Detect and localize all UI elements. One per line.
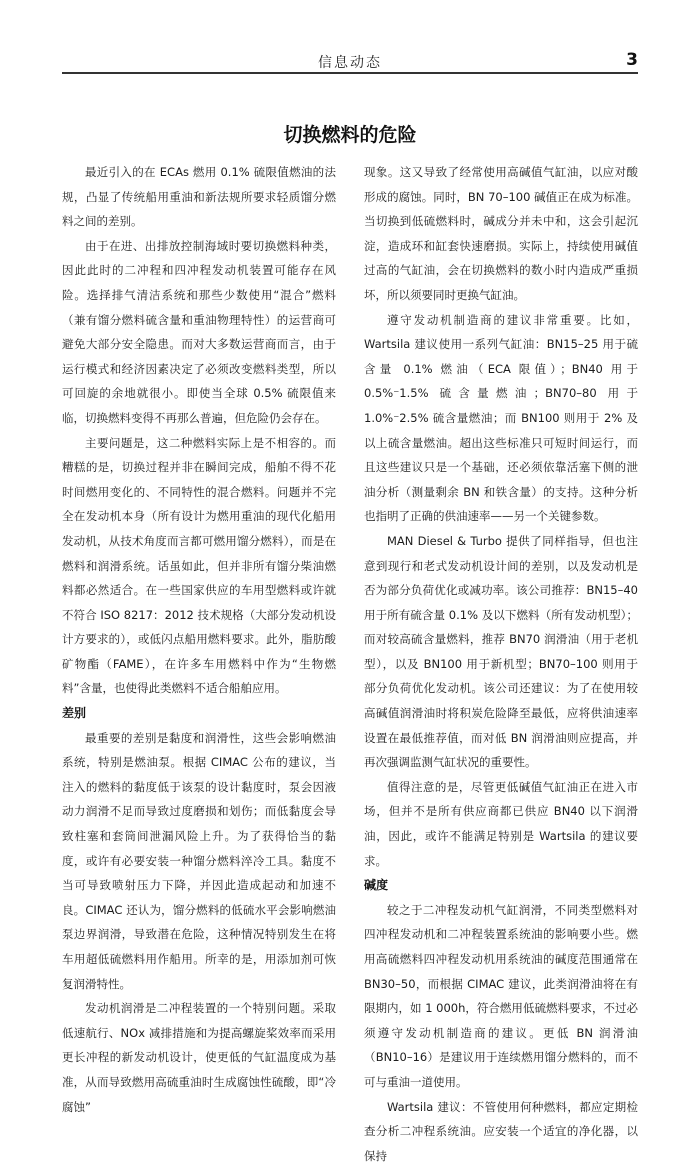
paragraph: 主要问题是，这二种燃料实际上是不相容的。而糟糕的是，切换过程并非在瞬间完成，船舶不得不花时间燃用变化的、不同特性的混合燃料。问题并不完全在发动机本身（所有设计为燃用重油的现代化船用发动机，从技术角度而言都可燃用馏分燃料），而是在燃料和润滑系统。话虽如此，但并非所有馏分柴油燃料都必然适合。在一些国家供应的车用型燃料或许就不符合 ISO 8217：2012 技术规格（大部分发动机设计方要求的），或低闪点船用燃料要求。此外，脂肪酸矿物酯（FAME），在许多车用燃料中作为“生物燃料”含量，也使得此类燃料不适合船舶应用。 (62, 435, 336, 696)
section-heading-alkalinity: 碱度 (364, 878, 389, 893)
section-heading-difference: 差别 (62, 706, 87, 721)
section-title: 信息动态 (318, 55, 382, 71)
paragraph: 发动机润滑是二冲程装置的一个特别问题。采取低速航行、NOx 减排措施和为提高螺旋桨效率而采用更长冲程的新发动机设计，使更低的气缸温度成为基准，从而导致燃用高硫重油时生成腐蚀性硫酸，即“冷腐蚀” (62, 1001, 336, 1114)
header-divider (62, 72, 638, 74)
paragraph: 较之于二冲程发动机气缸润滑，不同类型燃料对四冲程发动机和二冲程装置系统油的影响要小些。燃用高硫燃料四冲程发动机用系统油的碱度范围通常在 BN30–50，而根据 CIMAC 建议，此类润滑油将在有限期内，如 1 000h，符合燃用低硫燃料要求，不过必须遵守发动机制造商的建议。更低 BN 润滑油（BN10–16）是建议用于连续燃用馏分燃料的，而不可与重油一道使用。 (364, 902, 638, 1089)
right-column (364, 160, 638, 1168)
paragraph: 最近引入的在 ECAs 燃用 0.1% 硫限值燃油的法规，凸显了传统船用重油和新法规所要求轻质馏分燃料之间的差别。 (62, 165, 336, 229)
article-title: 切换燃料的危险 (283, 124, 417, 146)
page-header (62, 0, 638, 70)
paragraph: 由于在进、出排放控制海域时要切换燃料种类，因此此时的二冲程和四冲程发动机装置可能存在风险。选择排气清洁系统和那些少数使用“混合”燃料（兼有馏分燃料硫含量和重油物理特性）的运营商可避免大部分安全隐患。而对大多数运营商而言，由于运行模式和经济因素决定了必须改变燃料类型，所以可回旋的余地就很小。即使当全球 0.5% 硫限值来临，切换燃料变得不再那么普遍，但危险仍会存在。 (62, 238, 336, 425)
paragraph: 最重要的差别是黏度和润滑性，这些会影响燃油系统，特别是燃油泵。根据 CIMAC 公布的建议，当注入的燃料的黏度低于该泵的设计黏度时，泵会因液动力润滑不足而导致过度磨损和划伤；而低黏度会导致柱塞和套筒间泄漏风险上升。为了获得恰当的黏度，或许有必要安装一种馏分燃料淬冷工具。黏度不当可导致喷射压力下降，并因此造成起动和加速不良。CIMAC 还认为，馏分燃料的低硫水平会影响燃油泵边界润滑，导致潜在危险，这种情况特别发生在将车用超低硫燃料用作船用。所幸的是，用添加剂可恢复润滑特性。 (62, 730, 336, 991)
paragraph: MAN Diesel & Turbo 提供了同样指导，但也注意到现行和老式发动机设计间的差别，以及发动机是否为部分负荷优化或减功率。该公司推荐：BN15–40 用于所有硫含量 0.1% 及以下燃料（所有发动机型）；而对较高硫含量燃料，推荐 BN70 润滑油（用于老机型），以及 BN100 用于新机型；BN70–100 则用于部分负荷优化发动机。该公司还建议：为了在使用较高碱值润滑油时将积炭危险降至最低，应将供油速率设置在最低推荐值，而对低 BN 润滑油则应提高，并再次强调监测气缸状况的重要性。 (364, 533, 638, 770)
left-column (62, 160, 336, 1119)
paragraph: 遵守发动机制造商的建议非常重要。比如，Wartsila 建议使用一系列气缸油：BN15–25 用于硫含量 0.1% 燃油（ECA 限值）；BN40 用于 0.5%⁻1.5% 硫含量燃油；BN70–80 用于 1.0%⁻2.5% 硫含量燃油；而 BN100 则用于 2% 及以上硫含量燃油。超出这些标准只可短时间运行，而且这些建议只是一个基础，还必须依靠活塞下侧的泄油分析（测量剩余 BN 和铁含量）的支持。这种分析也指明了正确的供油速率——另一个关键参数。 (364, 312, 638, 524)
paragraph: Wartsila 建议：不管使用何种燃料，都应定期检查分析二冲程系统油。应安装一个适宜的净化器，以保持 (364, 1099, 638, 1163)
paragraph: 值得注意的是，尽管更低碱值气缸油正在进入市场，但并不是所有供应商都已供应 BN40 以下润滑油，因此，或许不能满足特别是 Wartsila 的建议要求。 (364, 779, 638, 868)
page-number: 3 (626, 50, 638, 70)
paragraph-continued: 现象。这又导致了经常使用高碱值气缸油，以应对酸形成的腐蚀。同时，BN 70–100 碱值正在成为标准。当切换到低硫燃料时，碱成分并未中和，这会引起沉淀，造成环和缸套快速磨损。实际上，持续使用碱值过高的气缸油，会在切换燃料的数小时内造成严重损坏，所以须要同时更换气缸油。 (364, 165, 638, 302)
